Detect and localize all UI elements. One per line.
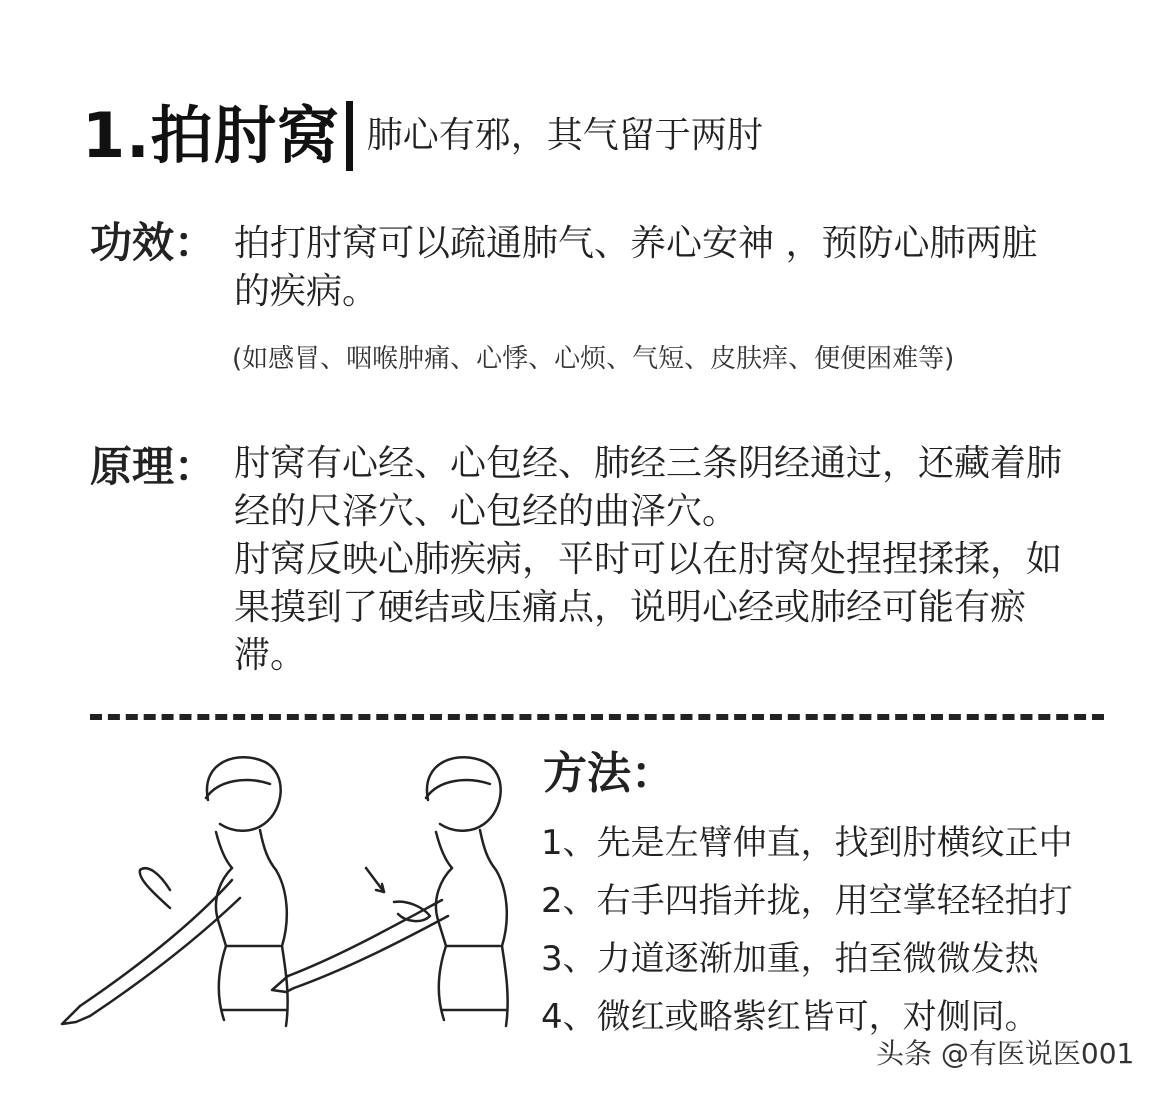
section-divider [90, 714, 1104, 720]
title-subtitle: 肺心有邪，其气留于两肘 [366, 115, 763, 156]
title-main: 1.拍肘窝 [82, 99, 340, 172]
figure-left-outline [62, 757, 288, 1026]
title-row [82, 96, 763, 176]
method-step-3: 3、力道逐渐加重，拍至微微发热 [541, 939, 1039, 979]
efficacy-line-2: 的疾病。 [234, 271, 379, 312]
method-step-1: 1、先是左臂伸直，找到肘横纹正中 [541, 823, 1073, 863]
method-steps [541, 814, 1073, 1046]
method-title: 方法： [543, 748, 675, 799]
title-separator [346, 101, 353, 171]
elbow-patting-illustration [50, 740, 520, 1050]
efficacy-line-1: 拍打肘窝可以疏通肺气、养心安神 ，预防心肺两脏 [234, 223, 1038, 264]
figure-right-outline [272, 757, 508, 1026]
principle-label: 原理： [90, 442, 217, 491]
method-step-4: 4、微红或略紫红皆可，对侧同。 [541, 997, 1039, 1037]
efficacy-text [234, 220, 1037, 316]
principle-line-1: 肘窝有心经、心包经、肺经三条阴经通过，还藏着肺 [234, 443, 1063, 484]
principle-line-2: 经的尺泽穴、心包经的曲泽穴。 [234, 491, 739, 532]
method-step-2: 2、右手四指并拢，用空掌轻轻拍打 [541, 881, 1073, 921]
principle-line-4: 果摸到了硬结或压痛点，说明心经或肺经可能有瘀 [234, 587, 1027, 628]
principle-line-3: 肘窝反映心肺疾病，平时可以在肘窝处捏捏揉揉，如 [234, 539, 1063, 580]
principle-line-5: 滞。 [234, 635, 307, 676]
principle-text [234, 440, 1062, 680]
efficacy-label: 功效： [90, 218, 217, 267]
efficacy-note: (如感冒、咽喉肿痛、心悸、心烦、气短、皮肤痒、便便困难等) [232, 344, 955, 374]
watermark: 头条 @有医说医001 [876, 1037, 1135, 1070]
